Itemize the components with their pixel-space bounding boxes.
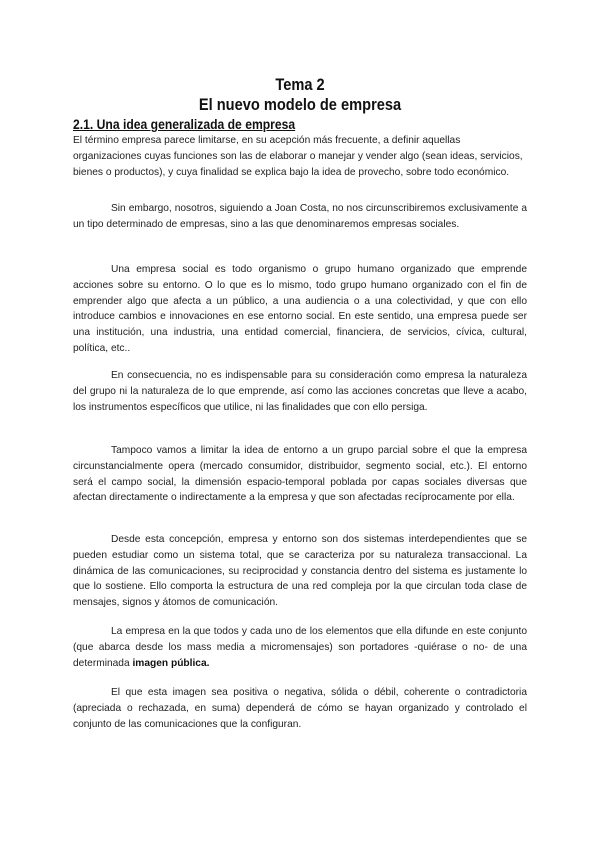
paragraph-1: El término empresa parece limitarse, en su acepción más frecuente, a definir aquellas organizaciones cuyas funciones son las de elaborar o manejar y vender algo (sean ideas, servicios, bienes o productos), y cuya finalidad se explica bajo la idea de provecho, sobre todo económico. xyxy=(73,135,523,178)
paragraph-4: En consecuencia, no es indispensable para su consideración como empresa la naturaleza del grupo ni la naturaleza de lo que emprende, así como las acciones concretas que lleve a acabo, los instrumentos específicos que utilice, ni las finalidades que con ello persiga. xyxy=(73,370,527,413)
paragraph-8: El que esta imagen sea positiva o negativa, sólida o débil, coherente o contradictoria (apreciada o rechazada, en suma) dependerá de cómo se hayan organizado y controlado el conjunto de las comunicaciones que la configuran. xyxy=(73,687,527,730)
paragraph-3: Una empresa social es todo organismo o grupo humano organizado que emprende acciones sobre su entorno. O lo que es lo mismo, todo grupo humano organizado con el fin de emprender algo que afecta a un público, a una audiencia o a una colectividad, y que con ello introduce cambios e innovaciones en ese entorno social. En este sentido, una empresa puede ser una institución, una industria, una entidad comercial, financiera, de servicios, cívica, cultural, política, etc.. xyxy=(73,264,527,354)
paragraph-2: Sin embargo, nosotros, siguiendo a Joan Costa, no nos circunscribiremos exclusivamente a un tipo determinado de empresas, sino a las que denominaremos empresas sociales. xyxy=(73,203,527,230)
paragraph-5: Tampoco vamos a limitar la idea de entorno a un grupo parcial sobre el que la empresa circunstancialmente opera (mercado consumidor, distribuidor, segmento social, etc.). El entorno será el campo social, la dimensión espacio-temporal poblada por capas sociales diversas que afectan directamente o indirectamente a la empresa y que son afectadas recíprocamente por ella. xyxy=(73,445,527,504)
document-title-line-1: Tema 2 xyxy=(275,75,325,94)
section-heading: 2.1. Una idea generalizada de empresa xyxy=(73,117,296,132)
paragraph-6: Desde esta concepción, empresa y entorno son dos sistemas interdependientes que se pueden estudiar como un sistema total, que se caracteriza por su naturaleza transaccional. La dinámica de las comunicaciones, su reciprocidad y constancia dentro del sistema es justamente lo que lo sostiene. Ello comporta la estructura de una red compleja por la que circulan toda clase de mensajes, signos y átomos de comunicación. xyxy=(73,534,527,609)
paragraph-7 xyxy=(73,624,527,671)
paragraph-7-text: La empresa en la que todos y cada uno de los elementos que ella difunde en este conjunto (que abarca desde los mass media a micromensajes) son portadores -quiérase o no- de una determinada xyxy=(73,626,527,669)
paragraph-7-bold-term: imagen pública. xyxy=(132,657,210,669)
document-title-line-2: El nuevo modelo de empresa xyxy=(198,95,402,114)
